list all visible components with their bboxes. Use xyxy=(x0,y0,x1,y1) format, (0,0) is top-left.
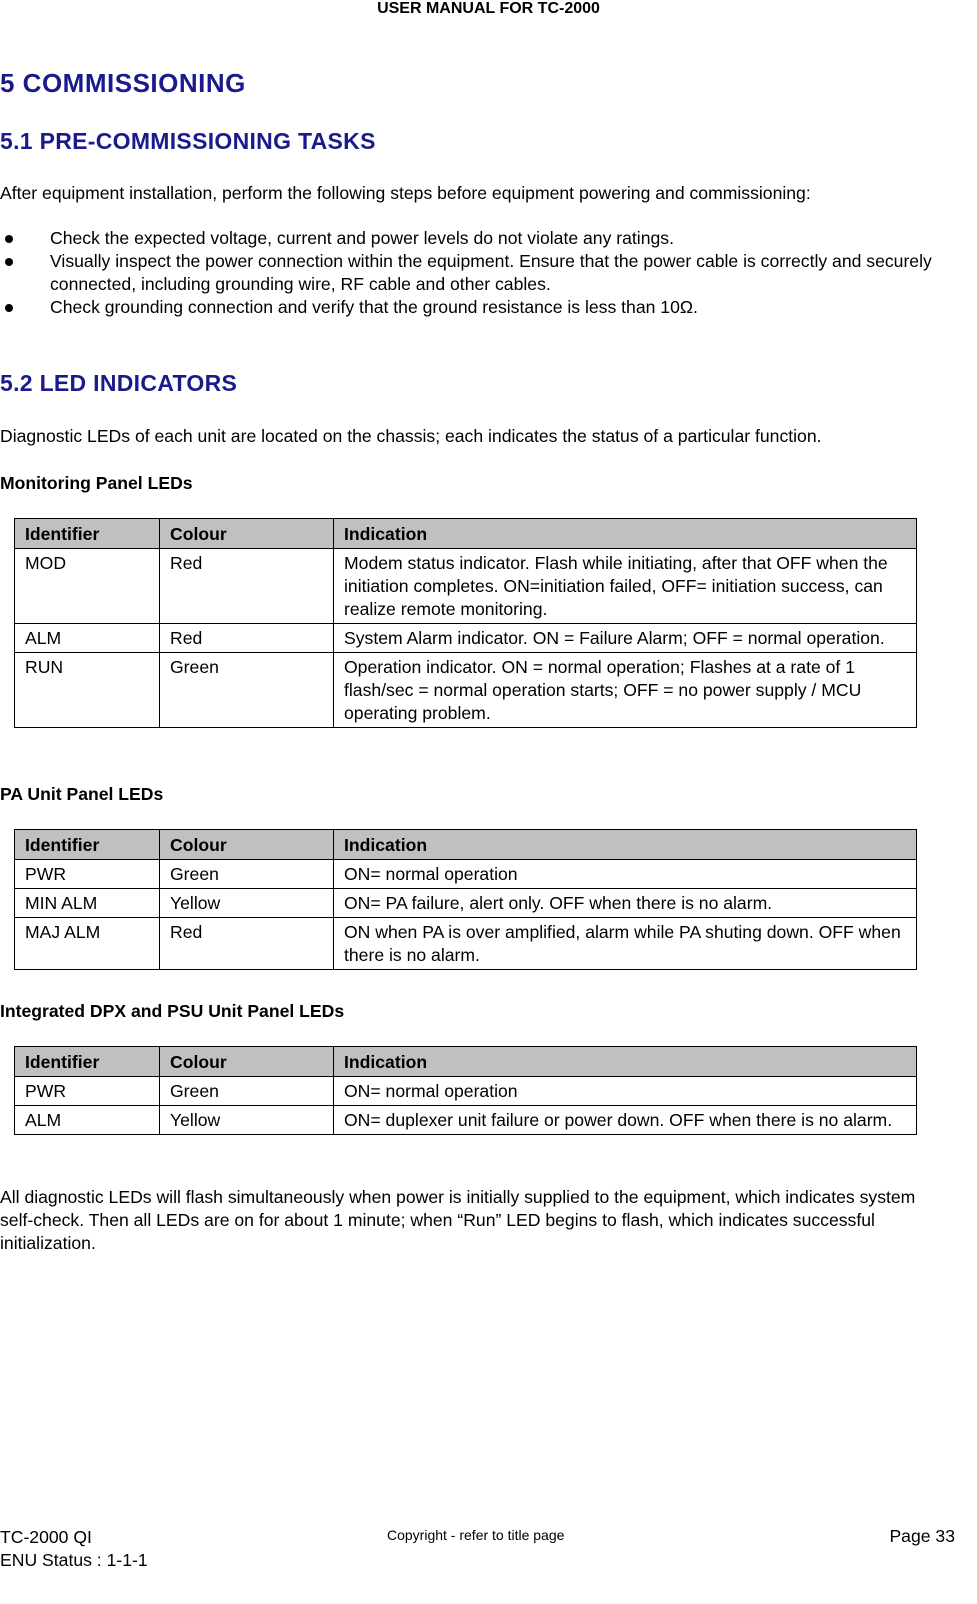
footer-document-info xyxy=(0,1526,148,1572)
closing-paragraph: All diagnostic LEDs will flash simultaneously when power is initially supplied to the equipment, which indicates system self-check. Then all LEDs are on for about 1 minute; when “Run” LED begins to flash, which indicates successful initialization. xyxy=(0,1187,916,1253)
footer-copyright: Copyright - refer to title page xyxy=(387,1527,565,1543)
running-header: USER MANUAL FOR TC-2000 xyxy=(377,0,600,17)
bullet-icon xyxy=(5,258,13,266)
bullet-icon xyxy=(5,235,13,243)
identifier-cell: RUN xyxy=(15,653,160,728)
colour-cell: Red xyxy=(160,624,334,653)
colour-cell: Green xyxy=(160,1077,334,1106)
table-header-row xyxy=(15,830,917,860)
colour-cell: Yellow xyxy=(160,1106,334,1135)
checklist-item: Check grounding connection and verify that the ground resistance is less than 10Ω. xyxy=(0,296,965,319)
identifier-cell: PWR xyxy=(15,1077,160,1106)
colour-cell: Red xyxy=(160,549,334,624)
checklist-item: Visually inspect the power connection within the equipment. Ensure that the power cable is correctly and securely connected, including grounding wire, RF cable and other cables. xyxy=(0,250,965,296)
led-indicators-intro: Diagnostic LEDs of each unit are located on the chassis; each indicates the status of a particular function. xyxy=(0,426,822,446)
footer-status: ENU Status : 1-1-1 xyxy=(0,1550,148,1570)
table-row xyxy=(15,1077,917,1106)
column-header: Identifier xyxy=(15,1047,160,1077)
colour-cell: Green xyxy=(160,860,334,889)
column-header: Indication xyxy=(334,1047,917,1077)
table-row xyxy=(15,1106,917,1135)
identifier-cell: MIN ALM xyxy=(15,889,160,918)
indication-cell: ON= PA failure, alert only. OFF when there is no alarm. xyxy=(334,889,917,918)
column-header: Indication xyxy=(334,519,917,549)
indication-cell: ON= normal operation xyxy=(334,860,917,889)
indication-cell: Modem status indicator. Flash while initiating, after that OFF when the initiation completes. ON=initiation failed, OFF= initiation success, can realize remote monitoring. xyxy=(334,549,917,624)
indication-cell: ON when PA is over amplified, alarm while PA shuting down. OFF when there is no alarm. xyxy=(334,918,917,970)
identifier-cell: MAJ ALM xyxy=(15,918,160,970)
column-header: Identifier xyxy=(15,519,160,549)
pa-unit-led-table xyxy=(14,829,917,970)
colour-cell: Green xyxy=(160,653,334,728)
colour-cell: Red xyxy=(160,918,334,970)
identifier-cell: MOD xyxy=(15,549,160,624)
identifier-cell: ALM xyxy=(15,1106,160,1135)
footer-page-number: Page 33 xyxy=(889,1526,955,1546)
table-row xyxy=(15,918,917,970)
dpx-psu-led-table xyxy=(14,1046,917,1135)
pre-commissioning-checklist xyxy=(0,227,965,319)
column-header: Indication xyxy=(334,830,917,860)
indication-cell: System Alarm indicator. ON = Failure Alarm; OFF = normal operation. xyxy=(334,624,917,653)
table-row xyxy=(15,653,917,728)
column-header: Colour xyxy=(160,519,334,549)
column-header: Colour xyxy=(160,830,334,860)
indication-cell: Operation indicator. ON = normal operation; Flashes at a rate of 1 flash/sec = normal operation starts; OFF = no power supply / MCU operating problem. xyxy=(334,653,917,728)
identifier-cell: PWR xyxy=(15,860,160,889)
table-header-row xyxy=(15,1047,917,1077)
pa-unit-panel-label: PA Unit Panel LEDs xyxy=(0,784,164,804)
monitoring-panel-label: Monitoring Panel LEDs xyxy=(0,473,193,493)
table-header-row xyxy=(15,519,917,549)
section-5-heading: 5 COMMISSIONING xyxy=(0,68,246,98)
colour-cell: Yellow xyxy=(160,889,334,918)
column-header: Colour xyxy=(160,1047,334,1077)
table-row xyxy=(15,860,917,889)
indication-cell: ON= duplexer unit failure or power down. OFF when there is no alarm. xyxy=(334,1106,917,1135)
section-5-1-heading: 5.1 PRE-COMMISSIONING TASKS xyxy=(0,128,376,154)
dpx-psu-panel-label: Integrated DPX and PSU Unit Panel LEDs xyxy=(0,1001,345,1021)
monitoring-panel-led-table xyxy=(14,518,917,728)
table-row xyxy=(15,624,917,653)
section-5-2-heading: 5.2 LED INDICATORS xyxy=(0,370,238,396)
footer-doc-id: TC-2000 QI xyxy=(0,1527,92,1547)
table-row xyxy=(15,549,917,624)
identifier-cell: ALM xyxy=(15,624,160,653)
pre-commissioning-intro: After equipment installation, perform the following steps before equipment powering and commissioning: xyxy=(0,183,811,203)
checklist-item: Check the expected voltage, current and power levels do not violate any ratings. xyxy=(0,227,965,250)
bullet-icon xyxy=(5,304,13,312)
indication-cell: ON= normal operation xyxy=(334,1077,917,1106)
column-header: Identifier xyxy=(15,830,160,860)
table-row xyxy=(15,889,917,918)
